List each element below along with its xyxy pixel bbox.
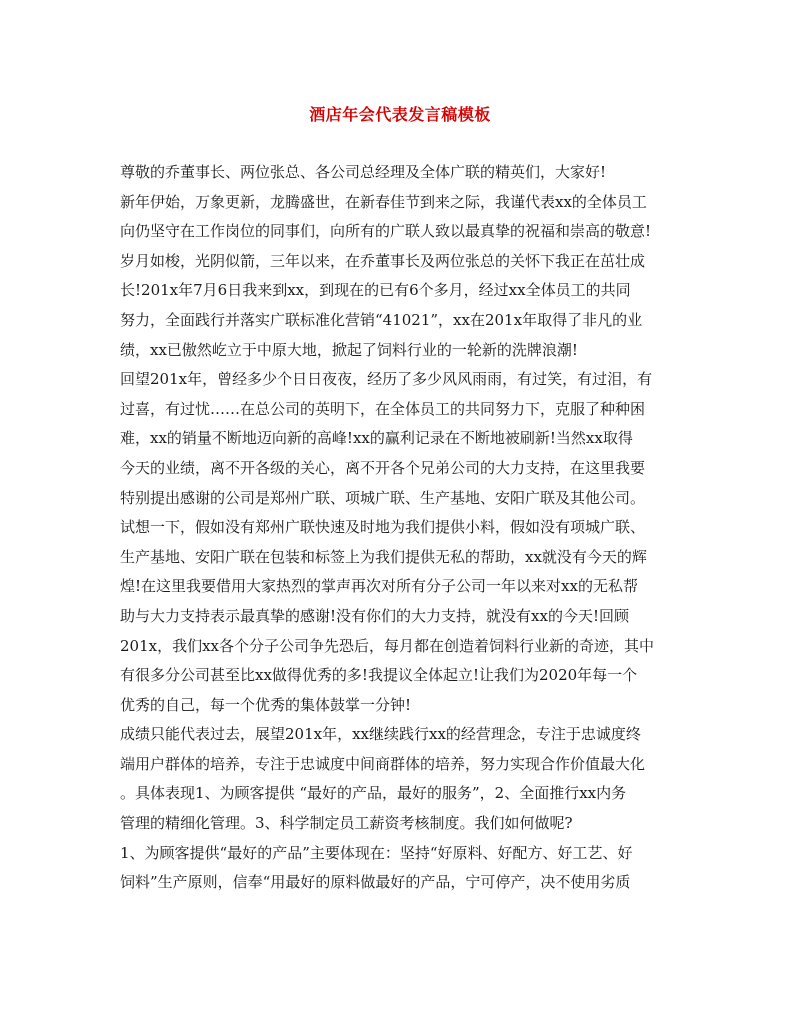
document-body xyxy=(120,158,684,898)
text-line: 端用户群体的培养，专注于忠诚度中间商群体的培养，努力实现合作价值最大化 xyxy=(120,754,646,773)
text-line: 成绩只能代表过去，展望201x年，xx继续践行xx的经营理念，专注于忠诚度终 xyxy=(120,725,641,744)
text-line: 绩，xx已傲然屹立于中原大地，掀起了饲料行业的一轮新的洗牌浪潮! xyxy=(120,340,578,359)
text-line: 过喜，有过忧……在总公司的英明下，在全体员工的共同努力下，克服了种种困 xyxy=(120,399,646,418)
text-line: 饲料”生产原则，信奉“用最好的原料做最好的产品，宁可停产，决不使用劣质 xyxy=(120,873,631,892)
text-line: 1、为顾客提供“最好的产品”主要体现在：坚持“好原料、好配方、好工艺、好 xyxy=(120,843,633,862)
text-line: 新年伊始，万象更新，龙腾盛世，在新春佳节到来之际，我谨代表xx的全体员工 xyxy=(120,192,647,211)
text-line: 回望201x年，曾经多少个日日夜夜，经历了多少风风雨雨，有过笑，有过泪，有 xyxy=(120,370,653,389)
text-line: 努力，全面践行并落实广联标准化营销“41021”，xx在201x年取得了非凡的业 xyxy=(120,310,643,329)
text-line: 试想一下，假如没有郑州广联快速及时地为我们提供小料，假如没有项城广联、 xyxy=(120,518,646,537)
document-title: 酒店年会代表发言稿模板 xyxy=(309,105,491,124)
text-line: 煌!在这里我要借用大家热烈的掌声再次对所有分子公司一年以来对xx的无私帮 xyxy=(120,577,638,596)
text-line: 201x，我们xx各个分子公司争先恐后，每月都在创造着饲料行业新的奇迹，其中 xyxy=(120,636,655,655)
text-line: 。具体表现1、为顾客提供 “最好的产品，最好的服务”，2、全面推行xx内务 xyxy=(120,784,627,803)
text-line: 特别提出感谢的公司是郑州广联、项城广联、生产基地、安阳广联及其他公司。 xyxy=(120,488,646,507)
text-line: 今天的业绩，离不开各级的关心，离不开各个兄弟公司的大力支持，在这里我要 xyxy=(120,458,646,477)
text-line: 向仍坚守在工作岗位的同事们，向所有的广联人致以最真挚的祝福和崇高的敬意! xyxy=(120,222,652,241)
text-line: 尊敬的乔董事长、两位张总、各公司总经理及全体广联的精英们，大家好! xyxy=(120,163,607,181)
text-line: 生产基地、安阳广联在包装和标签上为我们提供无私的帮助，xx就没有今天的辉 xyxy=(120,547,647,566)
text-line: 助与大力支持表示最真挚的感谢!没有你们的大力支持，就没有xx的今天!回顾 xyxy=(120,606,629,625)
text-line: 有很多分公司甚至比xx做得优秀的多!我提议全体起立!让我们为2020年每一个 xyxy=(120,666,638,685)
text-line: 岁月如梭，光阴似箭，三年以来，在乔董事长及两位张总的关怀下我正在茁壮成 xyxy=(120,251,646,270)
text-line: 管理的精细化管理。3、科学制定员工薪资考核制度。我们如何做呢? xyxy=(120,814,573,833)
text-line: 难，xx的销量不断地迈向新的高峰!xx的赢利记录在不断地被刷新!当然xx取得 xyxy=(120,429,633,448)
text-line: 优秀的自己，每一个优秀的集体鼓掌一分钟! xyxy=(120,695,412,714)
text-line: 长!201x年7月6日我来到xx，到现在的已有6个多月，经过xx全体员工的共同 xyxy=(120,281,631,300)
